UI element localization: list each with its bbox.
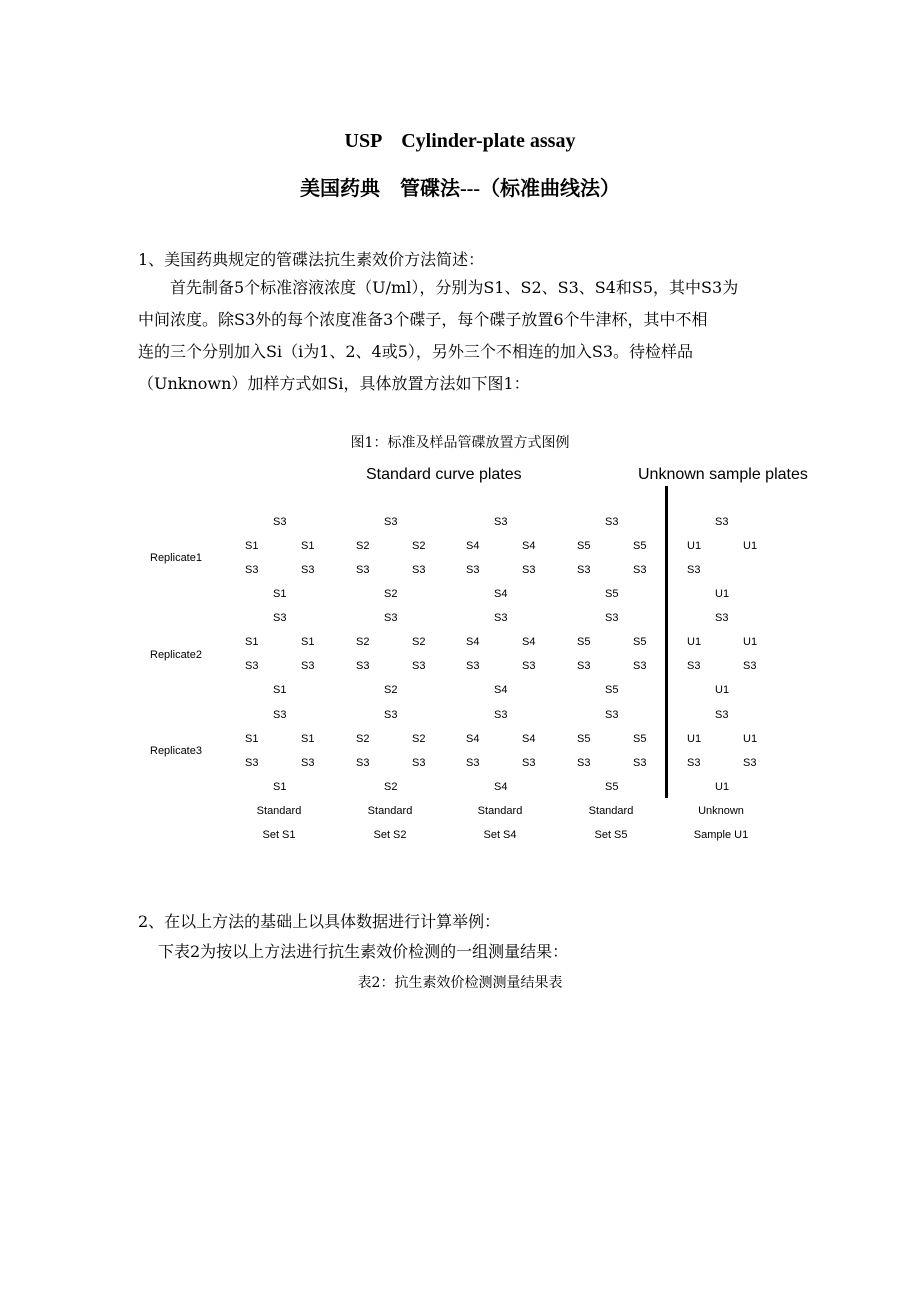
replicate-label: Replicate3	[150, 745, 202, 757]
well-bottom-right: S3	[412, 564, 426, 576]
group-label-line2: Set S2	[373, 829, 407, 841]
well-bottom-right: S3	[633, 660, 647, 672]
well-bottom-left: S3	[356, 660, 370, 672]
well-bottom: S5	[605, 684, 619, 696]
well-bottom-left: S3	[577, 757, 591, 769]
well-left: S1	[245, 540, 259, 552]
section1-heading: 1、美国药典规定的管碟法抗生素效价方法简述：	[138, 250, 485, 269]
well-bottom-left: S3	[356, 564, 370, 576]
well-right: S5	[633, 540, 647, 552]
well-top: S3	[715, 612, 729, 624]
well-bottom: S5	[605, 588, 619, 600]
well-bottom-right: S3	[412, 757, 426, 769]
well-left: S5	[577, 540, 591, 552]
well-right: U1	[743, 733, 758, 745]
well-right: U1	[743, 540, 758, 552]
well-top: S3	[384, 709, 398, 721]
well-right: S1	[301, 540, 315, 552]
well-top: S3	[384, 516, 398, 528]
well-bottom-left: S3	[245, 660, 259, 672]
well-right: S5	[633, 733, 647, 745]
section1-line: 连的三个分别加入Si（i为1、2、4或5），另外三个不相连的加入S3。待检样品	[138, 342, 694, 361]
group-label-line2: Set S5	[594, 829, 628, 841]
well-bottom: S4	[494, 588, 508, 600]
title-chinese: 美国药典 管碟法---（标准曲线法）	[300, 178, 620, 200]
well-bottom: S1	[273, 588, 287, 600]
well-bottom: S4	[494, 684, 508, 696]
divider-line	[665, 486, 668, 798]
unknown-sample-header: Unknown sample plates	[638, 466, 808, 483]
well-left: S2	[356, 636, 370, 648]
well-bottom: S1	[273, 684, 287, 696]
well-left: S4	[466, 733, 480, 745]
well-bottom-right: S3	[522, 660, 536, 672]
well-top: S3	[273, 612, 287, 624]
well-left: U1	[687, 733, 702, 745]
well-bottom-left: S3	[466, 564, 480, 576]
well-bottom-left: S3	[687, 564, 701, 576]
well-bottom-right: S3	[301, 660, 315, 672]
section1-body	[138, 272, 798, 400]
well-bottom-left: S3	[577, 564, 591, 576]
well-bottom-left: S3	[577, 660, 591, 672]
title-english: USP Cylinder-plate assay	[344, 130, 576, 152]
section1-line: （Unknown）加样方式如Si，具体放置方法如下图1：	[138, 374, 530, 393]
figure-caption: 图1：标准及样品管碟放置方式图例	[350, 435, 570, 451]
well-top: S3	[605, 612, 619, 624]
well-bottom: S2	[384, 684, 398, 696]
well-left: S1	[245, 733, 259, 745]
well-bottom-right: S3	[743, 660, 757, 672]
well-left: S2	[356, 733, 370, 745]
section2-heading: 2、在以上方法的基础上以具体数据进行计算举例：	[138, 912, 501, 931]
well-top: S3	[715, 516, 729, 528]
section2-line: 下表2为按以上方法进行抗生素效价检测的一组测量结果：	[158, 942, 569, 961]
well-bottom: U1	[715, 781, 730, 793]
well-right: S1	[301, 733, 315, 745]
group-label-line1: Unknown	[698, 805, 744, 817]
well-right: S4	[522, 636, 536, 648]
well-top: S3	[273, 516, 287, 528]
replicate-label: Replicate1	[150, 552, 202, 564]
well-bottom-left: S3	[356, 757, 370, 769]
well-left: S5	[577, 636, 591, 648]
table-caption: 表2：抗生素效价检测测量结果表	[357, 975, 563, 991]
well-bottom: S2	[384, 781, 398, 793]
well-bottom-right: S3	[743, 757, 757, 769]
well-bottom: S1	[273, 781, 287, 793]
well-right: U1	[743, 636, 758, 648]
well-bottom-right: S3	[301, 564, 315, 576]
well-top: S3	[494, 709, 508, 721]
well-left: U1	[687, 636, 702, 648]
well-bottom-right: S3	[301, 757, 315, 769]
well-bottom-right: S3	[633, 564, 647, 576]
well-left: U1	[687, 540, 702, 552]
group-label-line2: Set S4	[483, 829, 517, 841]
standard-curve-header: Standard curve plates	[366, 466, 522, 483]
group-label-line1: Standard	[367, 805, 413, 817]
well-top: S3	[384, 612, 398, 624]
well-right: S2	[412, 733, 426, 745]
section1-line: 中间浓度。除S3外的每个浓度准备3个碟子，每个碟子放置6个牛津杯，其中不相	[138, 310, 708, 329]
well-top: S3	[715, 709, 729, 721]
group-label-line2: Sample U1	[693, 829, 749, 841]
well-right: S5	[633, 636, 647, 648]
well-bottom-right: S3	[633, 757, 647, 769]
well-bottom: S2	[384, 588, 398, 600]
well-bottom-left: S3	[466, 660, 480, 672]
well-bottom-right: S3	[522, 757, 536, 769]
well-right: S4	[522, 733, 536, 745]
well-bottom-left: S3	[687, 660, 701, 672]
well-left: S2	[356, 540, 370, 552]
well-left: S1	[245, 636, 259, 648]
well-left: S4	[466, 540, 480, 552]
well-right: S2	[412, 540, 426, 552]
well-top: S3	[605, 516, 619, 528]
well-top: S3	[605, 709, 619, 721]
group-label-line1: Standard	[256, 805, 302, 817]
well-bottom-left: S3	[687, 757, 701, 769]
well-right: S1	[301, 636, 315, 648]
well-bottom: S5	[605, 781, 619, 793]
well-bottom-right: S3	[522, 564, 536, 576]
well-bottom-right: S3	[412, 660, 426, 672]
well-top: S3	[494, 516, 508, 528]
well-right: S2	[412, 636, 426, 648]
well-bottom: U1	[715, 684, 730, 696]
well-right: S4	[522, 540, 536, 552]
replicate-label: Replicate2	[150, 649, 202, 661]
well-top: S3	[273, 709, 287, 721]
well-left: S5	[577, 733, 591, 745]
group-label-line1: Standard	[477, 805, 523, 817]
well-bottom-left: S3	[466, 757, 480, 769]
well-left: S4	[466, 636, 480, 648]
well-bottom-left: S3	[245, 564, 259, 576]
group-label-line2: Set S1	[262, 829, 296, 841]
group-label-line1: Standard	[588, 805, 634, 817]
well-bottom: S4	[494, 781, 508, 793]
well-bottom: U1	[715, 588, 730, 600]
well-bottom-left: S3	[245, 757, 259, 769]
section1-line: 首先制备5个标准溶液浓度（U/ml），分别为S1、S2、S3、S4和S5，其中S3为	[170, 278, 739, 297]
well-top: S3	[494, 612, 508, 624]
